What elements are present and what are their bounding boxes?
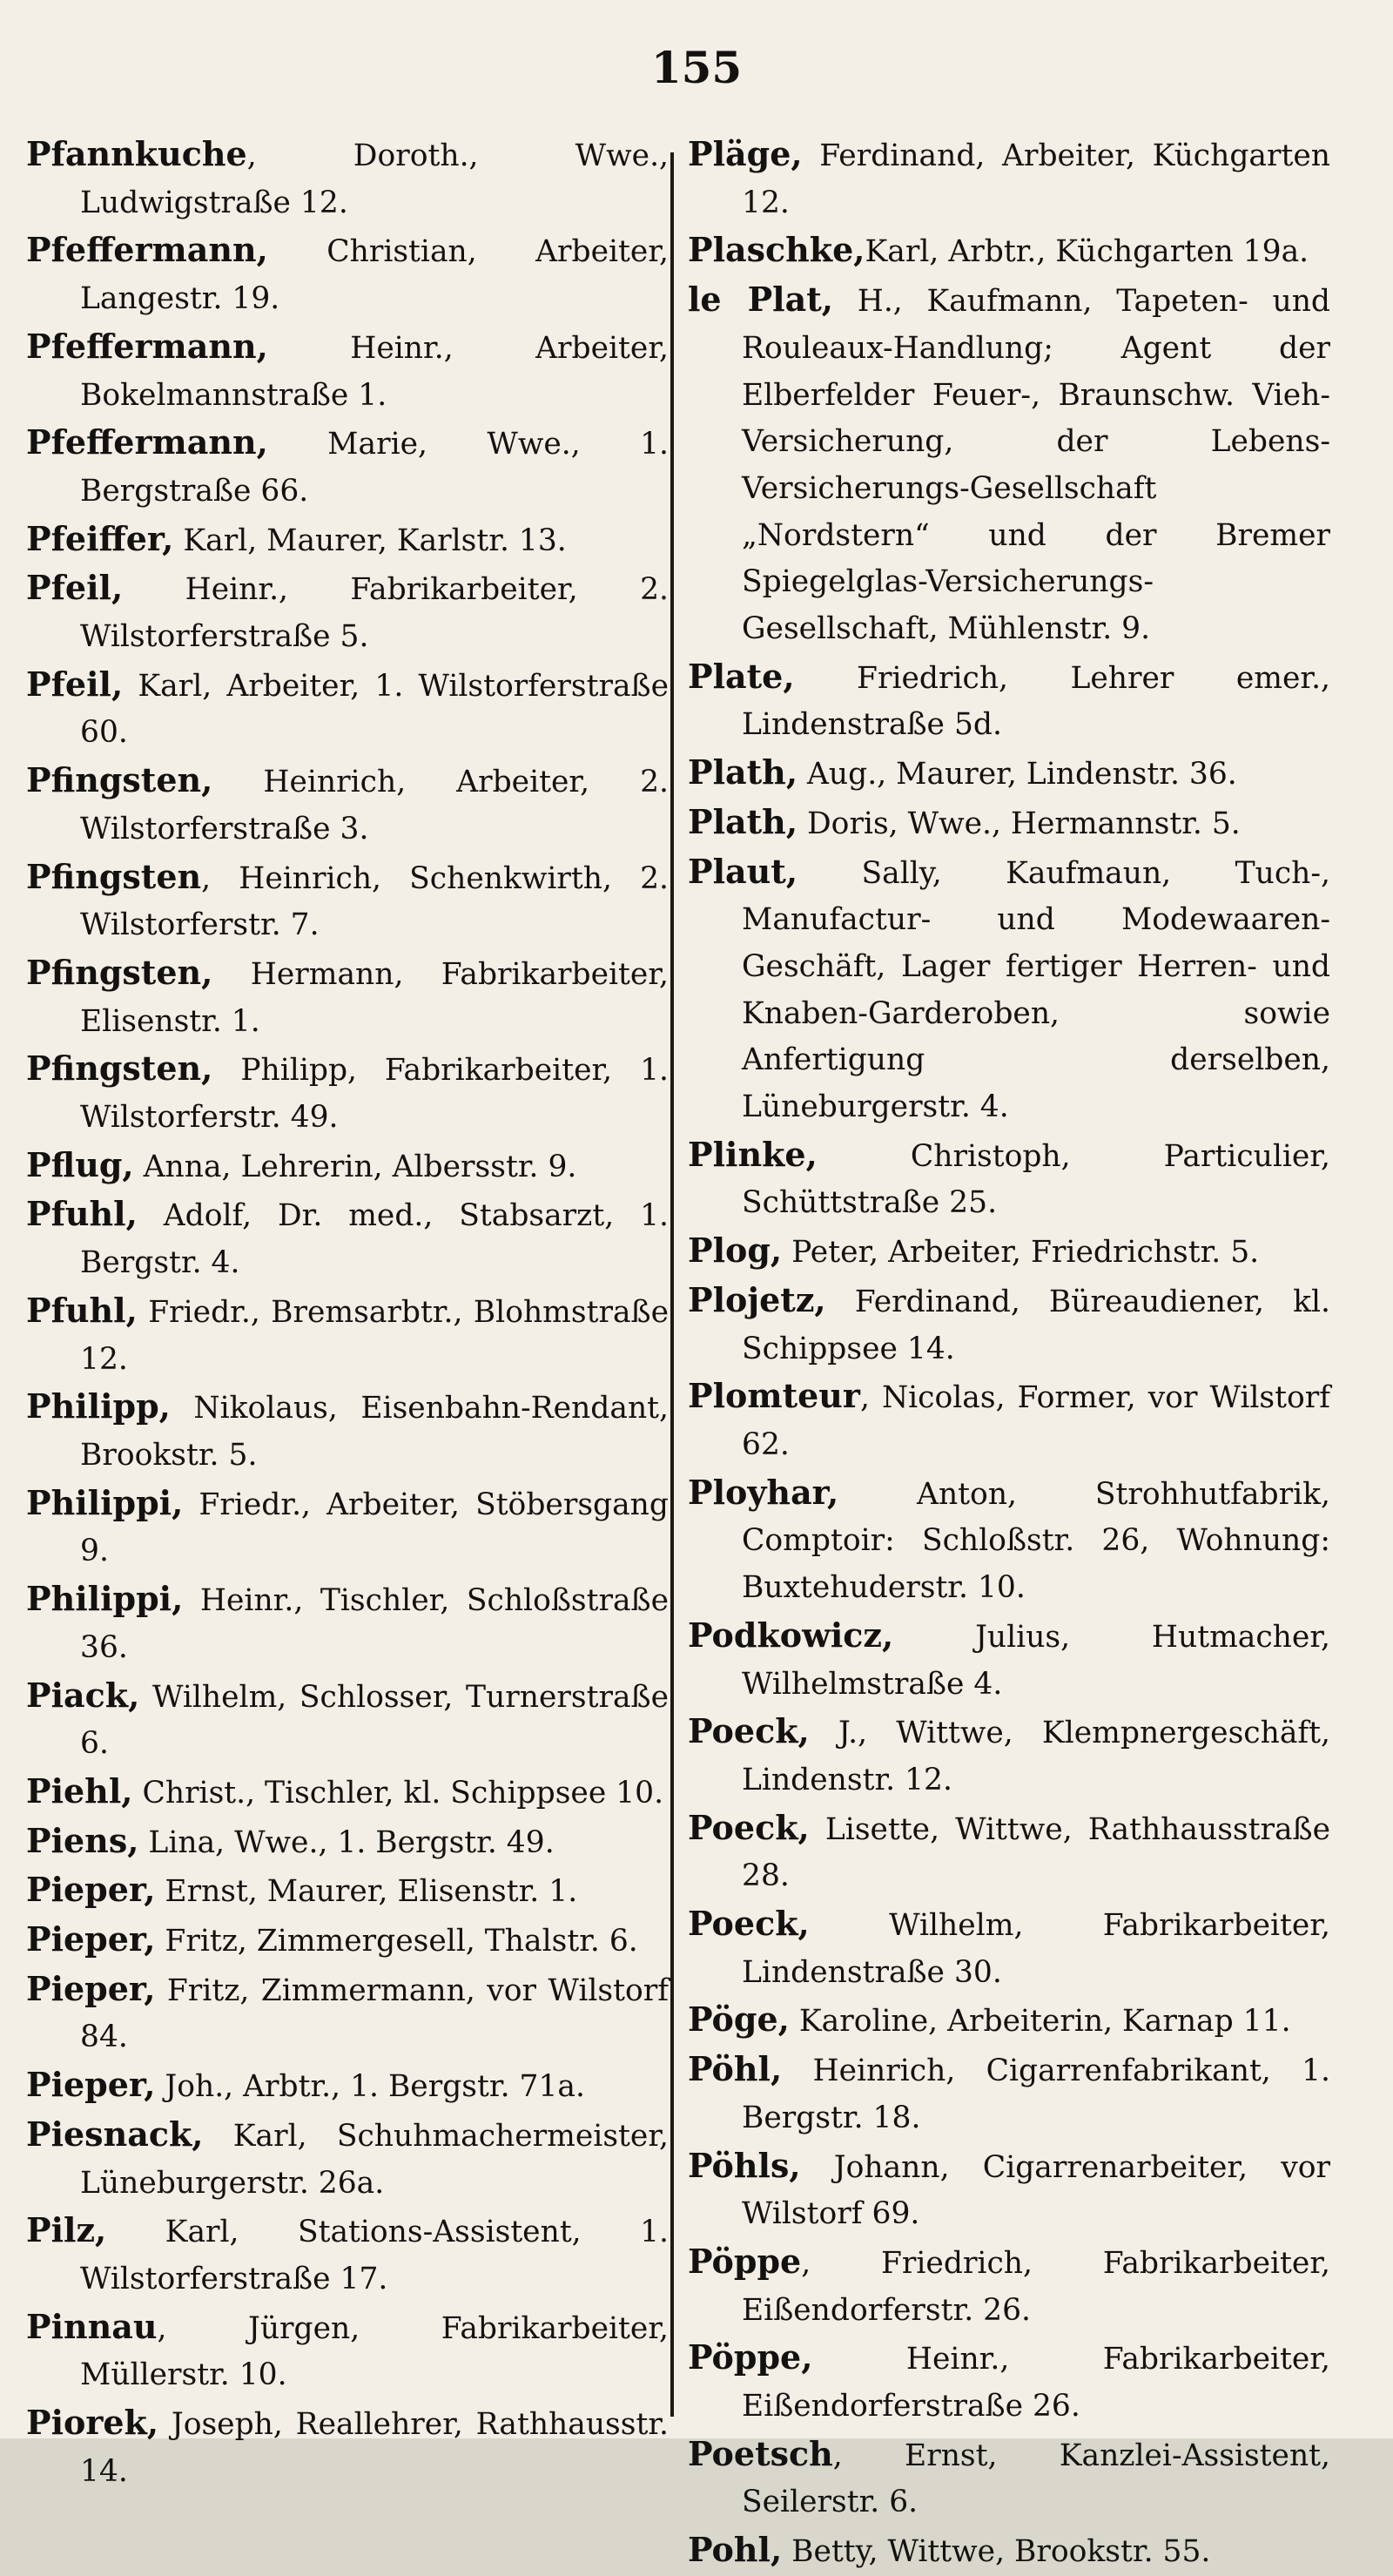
entry-details: Karoline, Arbeiterin, Karnap 11. — [789, 2004, 1291, 2040]
directory-entry — [688, 1708, 1330, 1804]
entry-name: Poeck, — [688, 1807, 810, 1847]
entry-name: Pohl, — [688, 2530, 783, 2570]
entry-name: Podkowicz, — [688, 1615, 894, 1655]
directory-entry — [26, 564, 669, 660]
entry-details: Karl, Arbtr., Küchgarten 19a. — [865, 234, 1309, 270]
entry-name: Pfeil, — [26, 568, 124, 608]
entry-details: Fritz, Zimmergesell, Thalstr. 6. — [155, 1924, 638, 1959]
entry-details: , Jürgen, Fabrikarbeiter, Müllerstr. 10. — [80, 2310, 669, 2393]
directory-entry — [26, 757, 669, 853]
entry-name: Pfeiffer, — [26, 518, 174, 558]
entry-name: Pinnau — [26, 2306, 158, 2346]
entry-details: Peter, Arbeiter, Friedrichstr. 5. — [782, 1235, 1260, 1271]
entry-details: Christ., Tischler, kl. Schippsee 10. — [132, 1775, 664, 1811]
entry-name: Plojetz, — [688, 1279, 826, 1319]
entry-details: Friedr., Arbeiter, Stöbersgang 9. — [80, 1487, 669, 1569]
directory-entry — [26, 2399, 669, 2495]
directory-entry — [688, 1996, 1330, 2046]
entry-name: Philippi, — [26, 1482, 184, 1522]
entry-name: le Plat, — [688, 280, 834, 320]
directory-entry — [688, 1372, 1330, 1468]
directory-entry — [688, 653, 1330, 749]
directory-entry — [688, 1277, 1330, 1372]
entry-name: Pieper, — [26, 1968, 156, 2008]
entry-name: Pilz, — [26, 2210, 107, 2250]
entry-name: Poeck, — [688, 1904, 810, 1944]
entry-details: Christoph, Particulier, Schüttstraße 25. — [742, 1138, 1330, 1221]
directory-entry — [26, 1142, 669, 1191]
directory-entry — [26, 1575, 669, 1671]
entry-details: Heinr., Arbeiter, Bokelmannstraße 1. — [80, 330, 669, 413]
directory-entry — [688, 749, 1330, 799]
directory-entry — [26, 1866, 669, 1916]
entry-details: Lina, Wwe., 1. Bergstr. 49. — [138, 1824, 555, 1860]
entry-details: Doris, Wwe., Hermannstr. 5. — [797, 806, 1241, 841]
directory-entry — [26, 2303, 669, 2399]
directory-entry — [26, 2061, 669, 2111]
directory-entry — [26, 419, 669, 515]
entry-name: Pfingsten, — [26, 1049, 213, 1089]
entry-details: Ferdinand, Büreaudiener, kl. Schippsee 14. — [742, 1284, 1330, 1366]
directory-entry — [688, 2431, 1330, 2526]
directory-entry — [688, 2046, 1330, 2141]
entry-name: Pöppe — [688, 2241, 802, 2281]
entry-details: Ferdinand, Arbeiter, Küchgarten 12. — [742, 138, 1330, 220]
entry-details: , Heinrich, Schenkwirth, 2. Wilstorferstr. 7. — [80, 860, 669, 943]
entry-name: Plomteur — [688, 1376, 860, 1416]
directory-entry — [688, 799, 1330, 848]
entry-name: Poetsch — [688, 2433, 833, 2473]
entry-name: Pfingsten, — [26, 952, 213, 992]
entry-details: Sally, Kaufmaun, Tuch-, Manufactur- und Modewaaren-Geschäft, Lager fertiger Herren- und Knaben-Garderoben, sowie Anfertigung derselben, Lüneburgerstr. 4. — [742, 855, 1330, 1125]
directory-entry — [26, 516, 669, 565]
directory-entry — [26, 1916, 669, 1966]
entry-name: Pläge, — [688, 134, 803, 173]
directory-entry — [688, 1612, 1330, 1708]
entry-details: Johann, Cigarrenarbeiter, vor Wilstorf 69. — [742, 2149, 1330, 2232]
directory-entry — [26, 853, 669, 949]
directory-entry — [688, 2526, 1330, 2576]
entry-name: Pfuhl, — [26, 1194, 138, 1234]
entry-details: J., Wittwe, Klempnergeschäft, Lindenstr. 12. — [742, 1716, 1330, 1797]
entry-name: Pflug, — [26, 1144, 134, 1184]
directory-entry — [26, 2111, 669, 2207]
entry-name: Plate, — [688, 656, 795, 696]
entry-details: Heinrich, Cigarrenfabrikant, 1. Bergstr. 18. — [742, 2053, 1330, 2135]
entry-details: Julius, Hutmacher, Wilhelmstraße 4. — [742, 1619, 1330, 1702]
entry-details: Heinr., Tischler, Schloßstraße 36. — [80, 1583, 669, 1665]
entry-details: Nikolaus, Eisenbahn-Rendant, Brookstr. 5. — [80, 1391, 669, 1473]
entry-details: Wilhelm, Fabrikarbeiter, Lindenstraße 30. — [742, 1908, 1330, 1990]
directory-entry — [688, 2238, 1330, 2334]
entry-details: Karl, Maurer, Karlstr. 13. — [173, 523, 567, 558]
entry-name: Pöhl, — [688, 2049, 783, 2089]
entry-name: Piens, — [26, 1820, 139, 1860]
column-divider — [670, 152, 674, 2417]
entry-details: Joseph, Reallehrer, Rathhausstr. 14. — [80, 2407, 669, 2489]
entry-name: Pfeffermann, — [26, 230, 268, 270]
directory-entry — [26, 1672, 669, 1768]
entry-details: Christian, Arbeiter, Langestr. 19. — [80, 234, 669, 317]
entry-details: Adolf, Dr. med., Stabsarzt, 1. Bergstr. 4. — [80, 1198, 669, 1281]
entry-name: Piehl, — [26, 1770, 133, 1811]
entry-name: Pfingsten — [26, 856, 202, 896]
entry-details: Ernst, Maurer, Elisenstr. 1. — [155, 1874, 578, 1910]
entry-details: Karl, Arbeiter, 1. Wilstorferstraße 60. — [80, 668, 669, 751]
entry-details: , Nicolas, Former, vor Wilstorf 62. — [742, 1380, 1330, 1462]
directory-entry — [26, 323, 669, 419]
entry-name: Pieper, — [26, 2065, 156, 2105]
entry-details: Heinr., Fabrikarbeiter, 2. Wilstorferstraße 5. — [80, 572, 669, 655]
entry-name: Plog, — [688, 1231, 783, 1271]
entry-details: Lisette, Wittwe, Rathhausstraße 28. — [742, 1811, 1330, 1894]
page-number: 155 — [650, 42, 743, 93]
entry-name: Pieper, — [26, 1870, 156, 1910]
directory-entry — [26, 1383, 669, 1479]
entry-name: Plath, — [688, 801, 798, 841]
entry-details: Aug., Maurer, Lindenstr. 36. — [797, 757, 1237, 792]
entry-name: Ployhar, — [688, 1472, 839, 1512]
right-column — [688, 131, 1330, 2576]
directory-entry — [688, 1131, 1330, 1227]
entry-details: Heinr., Fabrikarbeiter, Eißendorferstraße 26. — [742, 2342, 1330, 2424]
directory-entry — [26, 949, 669, 1045]
directory-entry — [688, 1469, 1330, 1612]
directory-entry — [26, 1287, 669, 1383]
entry-name: Piorek, — [26, 2403, 159, 2443]
directory-entry — [26, 1480, 669, 1575]
left-column — [26, 131, 669, 2495]
entry-details: Heinrich, Arbeiter, 2. Wilstorferstraße 3. — [80, 765, 669, 846]
entry-name: Pfeil, — [26, 664, 124, 704]
directory-entry — [26, 131, 669, 226]
entry-name: Pöppe, — [688, 2337, 813, 2377]
entry-name: Pfuhl, — [26, 1290, 138, 1330]
entry-name: Pöhls, — [688, 2145, 801, 2185]
directory-entry — [688, 1227, 1330, 1277]
entry-name: Philipp, — [26, 1386, 171, 1426]
directory-entry — [688, 1900, 1330, 1996]
entry-details: Hermann, Fabrikarbeiter, Elisenstr. 1. — [80, 956, 669, 1039]
entry-name: Plath, — [688, 752, 798, 792]
directory-entry — [688, 276, 1330, 653]
directory-entry — [688, 848, 1330, 1131]
directory-entry — [26, 1045, 669, 1141]
entry-details: Friedr., Bremsarbtr., Blohmstraße 12. — [80, 1294, 669, 1377]
entry-name: Pfingsten, — [26, 760, 213, 800]
entry-details: Karl, Stations-Assistent, 1. Wilstorferstraße 17. — [80, 2215, 669, 2296]
entry-name: Piack, — [26, 1675, 140, 1715]
entry-name: Poeck, — [688, 1711, 810, 1751]
entry-details: Fritz, Zimmermann, vor Wilstorf 84. — [80, 1972, 669, 2055]
entry-details: Joh., Arbtr., 1. Bergstr. 71a. — [155, 2069, 585, 2105]
entry-details: Karl, Schuhmachermeister, Lüneburgerstr. 26a. — [80, 2118, 669, 2201]
entry-name: Plaschke, — [688, 230, 865, 270]
entry-details: Friedrich, Lehrer emer., Lindenstraße 5d. — [742, 660, 1330, 743]
entry-name: Pfeffermann, — [26, 326, 268, 366]
entry-name: Piesnack, — [26, 2114, 204, 2154]
entry-details: , Friedrich, Fabrikarbeiter, Eißendorferstr. 26. — [742, 2245, 1330, 2328]
directory-entry — [26, 1966, 669, 2061]
directory-entry — [688, 2334, 1330, 2430]
entry-details: , Doroth., Wwe., Ludwigstraße 12. — [80, 138, 669, 220]
entry-details: Anton, Strohhutfabrik, Comptoir: Schloßstr. 26, Wohnung: Buxtehuderstr. 10. — [742, 1476, 1330, 1606]
entry-name: Plaut, — [688, 851, 798, 891]
entry-details: Betty, Wittwe, Brookstr. 55. — [782, 2534, 1211, 2570]
entry-details: Marie, Wwe., 1. Bergstraße 66. — [80, 427, 669, 509]
entry-details: , Ernst, Kanzlei-Assistent, Seilerstr. 6. — [742, 2438, 1330, 2520]
directory-entry — [26, 1768, 669, 1817]
directory-entry — [688, 226, 1330, 276]
entry-details: Anna, Lehrerin, Albersstr. 9. — [133, 1149, 577, 1184]
directory-entry — [26, 661, 669, 757]
entry-name: Pöge, — [688, 1999, 790, 2040]
entry-details: Philipp, Fabrikarbeiter, 1. Wilstorferstr. 49. — [80, 1053, 669, 1136]
entry-details: H., Kaufmann, Tapeten- und Rouleaux-Handlung; Agent der Elberfelder Feuer-, Braunschw. Vieh-Versicherung, der Lebens-Versicherungs-Gesellschaft „Nordstern“ und der Bremer Spiegelglas-Versicherungs-Gesellschaft, Mühlenstr. 9. — [742, 284, 1330, 647]
entry-details: Wilhelm, Schlosser, Turnerstraße 6. — [80, 1679, 669, 1762]
entry-name: Pfeffermann, — [26, 422, 268, 462]
directory-entry — [688, 1804, 1330, 1900]
directory-entry — [26, 2207, 669, 2303]
directory-entry — [26, 226, 669, 322]
entry-name: Philippi, — [26, 1579, 184, 1619]
directory-entry — [688, 131, 1330, 226]
entry-name: Pieper, — [26, 1919, 156, 1959]
entry-name: Plinke, — [688, 1134, 818, 1174]
directory-entry — [26, 1190, 669, 1286]
directory-entry — [26, 1817, 669, 1867]
directory-entry — [688, 2142, 1330, 2238]
entry-name: Pfannkuche — [26, 134, 247, 173]
